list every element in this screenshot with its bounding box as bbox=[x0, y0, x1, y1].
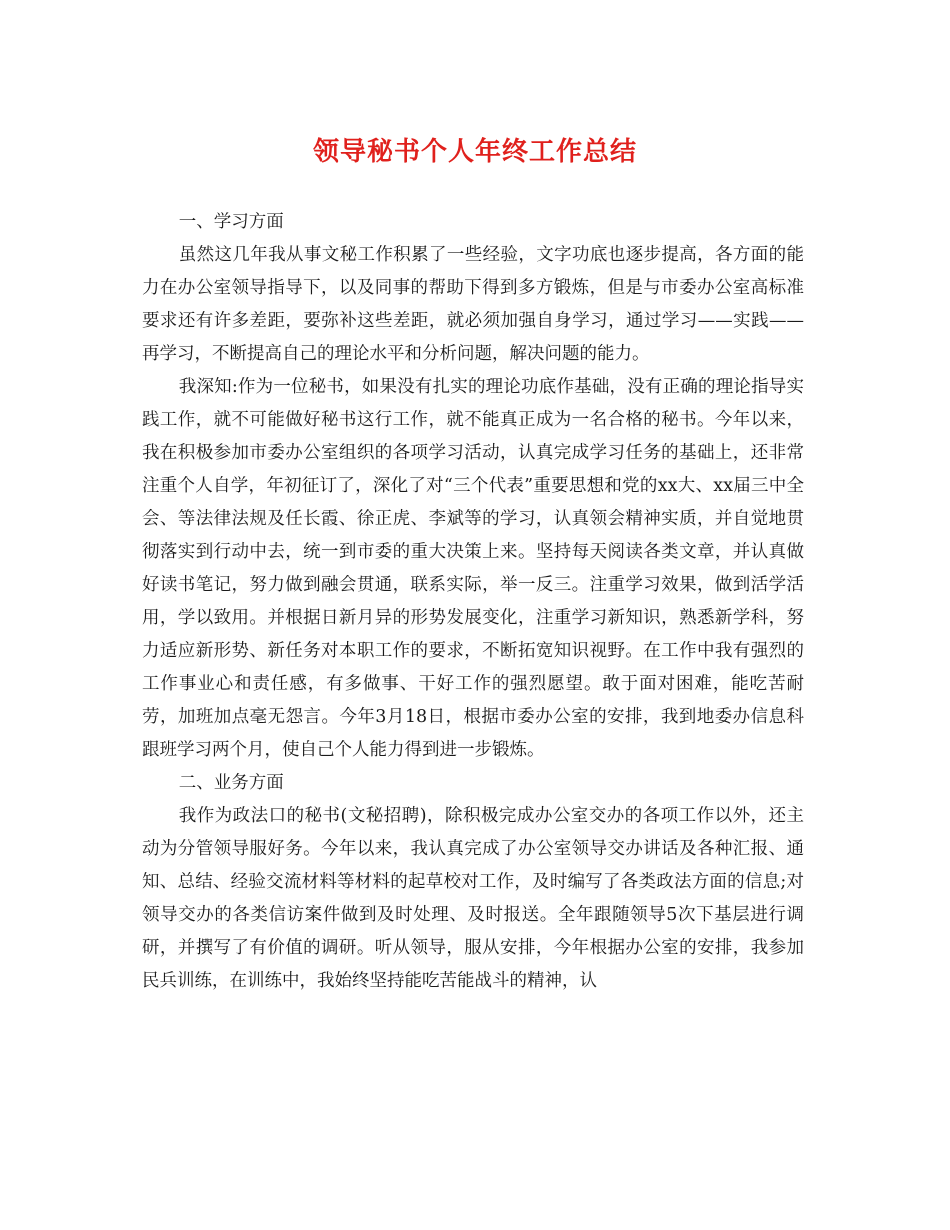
section-heading-study: 一、学习方面 bbox=[178, 212, 284, 232]
section-heading-business: 二、业务方面 bbox=[178, 773, 284, 793]
paragraph: 我作为政法口的秘书(文秘招聘)，除积极完成办公室交办的各项工作以外，还主动为分管领导服好务。今年以来，我认真完成了办公室领导交办讲话及各种汇报、通知、总结、经验交流材料等材料的起草校对工作，及时编写了各类政法方面的信息;对领导交办的各类信访案件做到及时处理、及时报送。全年跟随领导5次下基层进行调研，并撰写了有价值的调研。听从领导，服从安排，今年根据办公室的安排，我参加民兵训练，在训练中，我始终坚持能吃苦能战斗的精神，认 bbox=[142, 806, 804, 991]
document-body bbox=[142, 206, 804, 998]
paragraph: 虽然这几年我从事文秘工作积累了一些经验，文字功底也逐步提高，各方面的能力在办公室领导指导下，以及同事的帮助下得到多方锻炼，但是与市委办公室高标准要求还有许多差距，要弥补这些差距，就必须加强自身学习，通过学习——实践——再学习，不断提高自己的理论水平和分析问题，解决问题的能力。 bbox=[142, 245, 804, 364]
document-title: 领导秘书个人年终工作总结 bbox=[312, 137, 637, 167]
paragraph: 我深知:作为一位秘书，如果没有扎实的理论功底作基础，没有正确的理论指导实践工作，就不可能做好秘书这行工作，就不能真正成为一名合格的秘书。今年以来，我在积极参加市委办公室组织的各项学习活动，认真完成学习任务的基础上，还非常注重个人自学，年初征订了，深化了对“三个代表”重要思想和党的xx大、xx届三中全会、等法律法规及任长霞、徐正虎、李斌等的学习，认真领会精神实质，并自觉地贯彻落实到行动中去，统一到市委的重大决策上来。坚持每天阅读各类文章，并认真做好读书笔记，努力做到融会贯通，联系实际，举一反三。注重学习效果，做到活学活用，学以致用。并根据日新月异的形势发展变化，注重学习新知识，熟悉新学科，努力适应新形势、新任务对本职工作的要求，不断拓宽知识视野。在工作中我有强烈的工作事业心和责任感，有多做事、干好工作的强烈愿望。敢于面对困难，能吃苦耐劳，加班加点毫无怨言。今年3月18日，根据市委办公室的安排，我到地委办信息科跟班学习两个月，使自己个人能力得到进一步锻炼。 bbox=[142, 377, 804, 760]
